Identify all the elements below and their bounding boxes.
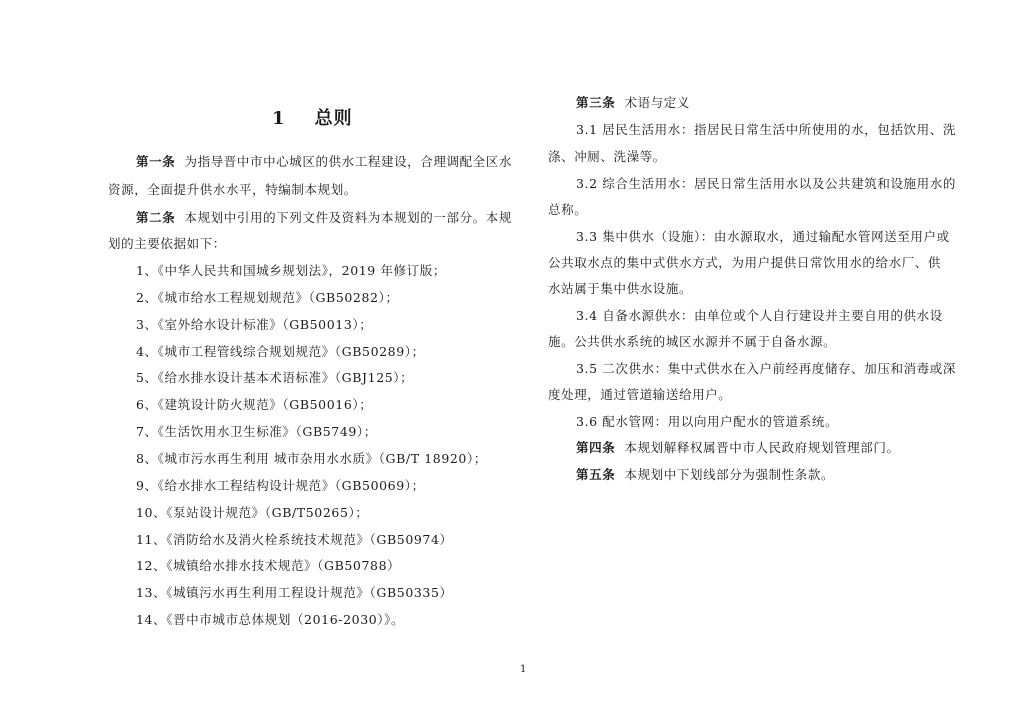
term-3-3-line-1: 3.3 集中供水（设施）：由水源取水，通过输配水管网送至用户或: [576, 229, 950, 244]
article-3-title: 术语与定义: [624, 95, 690, 110]
article-1-line-2: 资源，全面提升供水水平，特编制本规划。: [108, 182, 357, 197]
article-4: [576, 438, 900, 456]
reference-item: 14、《晋中市城市总体规划（2016-2030）》。: [136, 612, 405, 627]
reference-item: 2、《城市给水工程规划规范》（GB50282）；: [136, 290, 399, 305]
article-1-label: 第一条: [136, 154, 176, 169]
reference-item: 3、《室外给水设计标准》（GB50013）；: [136, 317, 373, 332]
reference-item: 9、《给水排水工程结构设计规范》（GB50069）；: [136, 478, 425, 493]
reference-item: 12、《城镇给水排水技术规范》（GB50788）: [136, 558, 401, 573]
term-3-5-line-2: 度处理，通过管道输送给用户。: [548, 387, 732, 402]
article-5: [576, 465, 834, 483]
term-3-6-line-1: 3.6 配水管网：用以向用户配水的管道系统。: [576, 414, 839, 429]
reference-item: 13、《城镇污水再生利用工程设计规范》（GB50335）: [136, 585, 453, 600]
term-3-1-line-1: 3.1 居民生活用水：指居民日常生活中所使用的水，包括饮用、洗: [576, 122, 956, 137]
page-number: 1: [520, 664, 527, 675]
article-1-text: 为指导晋中市中心城区的供水工程建设，合理调配全区水: [184, 154, 512, 169]
reference-item: 6、《建筑设计防火规范》（GB50016）；: [136, 397, 373, 412]
article-2-line-2: 划的主要依据如下：: [108, 236, 226, 251]
term-3-3-line-2: 公共取水点的集中式供水方式，为用户提供日常饮用水的给水厂、供: [548, 255, 942, 270]
term-3-4-line-1: 3.4 自备水源供水：由单位或个人自行建设并主要自用的供水设: [576, 308, 943, 323]
term-3-2-line-1: 3.2 综合生活用水：居民日常生活用水以及公共建筑和设施用水的: [576, 176, 956, 191]
article-5-text: 本规划中下划线部分为强制性条款。: [624, 467, 835, 482]
article-3-label: 第三条: [576, 95, 616, 110]
reference-item: 4、《城市工程管线综合规划规范》（GB50289）；: [136, 344, 425, 359]
term-3-4-line-2: 施。公共供水系统的城区水源并不属于自备水源。: [548, 334, 837, 349]
article-4-text: 本规划解释权属晋中市人民政府规划管理部门。: [624, 440, 900, 455]
article-4-label: 第四条: [576, 440, 616, 455]
reference-item: 10、《泵站设计规范》（GB/T50265）；: [136, 505, 369, 520]
article-2-text: 本规划中引用的下列文件及资料为本规划的一部分。本规: [184, 210, 512, 225]
article-1-line-1: [136, 152, 512, 170]
term-3-2-line-2: 总称。: [548, 202, 588, 217]
term-3-1-line-2: 涤、冲厕、洗澡等。: [548, 149, 666, 164]
reference-item: 11、《消防给水及消火栓系统技术规范》（GB50974）: [136, 532, 453, 547]
reference-item: 1、《中华人民共和国城乡规划法》，2019 年修订版；: [136, 263, 446, 278]
reference-item: 8、《城市污水再生利用 城市杂用水水质》（GB/T 18920）；: [136, 451, 487, 466]
reference-item: 7、《生活饮用水卫生标准》（GB5749）；: [136, 424, 377, 439]
reference-item: 5、《给水排水设计基本术语标准》（GBJ125）；: [136, 370, 414, 385]
article-2-line-1: [136, 208, 512, 226]
term-3-5-line-1: 3.5 二次供水：集中式供水在入户前经再度储存、加压和消毒或深: [576, 361, 956, 376]
article-3-heading: [576, 93, 690, 111]
chapter-title: 1 总则: [272, 108, 353, 129]
term-3-3-line-3: 水站属于集中供水设施。: [548, 281, 693, 296]
article-2-label: 第二条: [136, 210, 176, 225]
article-5-label: 第五条: [576, 467, 616, 482]
